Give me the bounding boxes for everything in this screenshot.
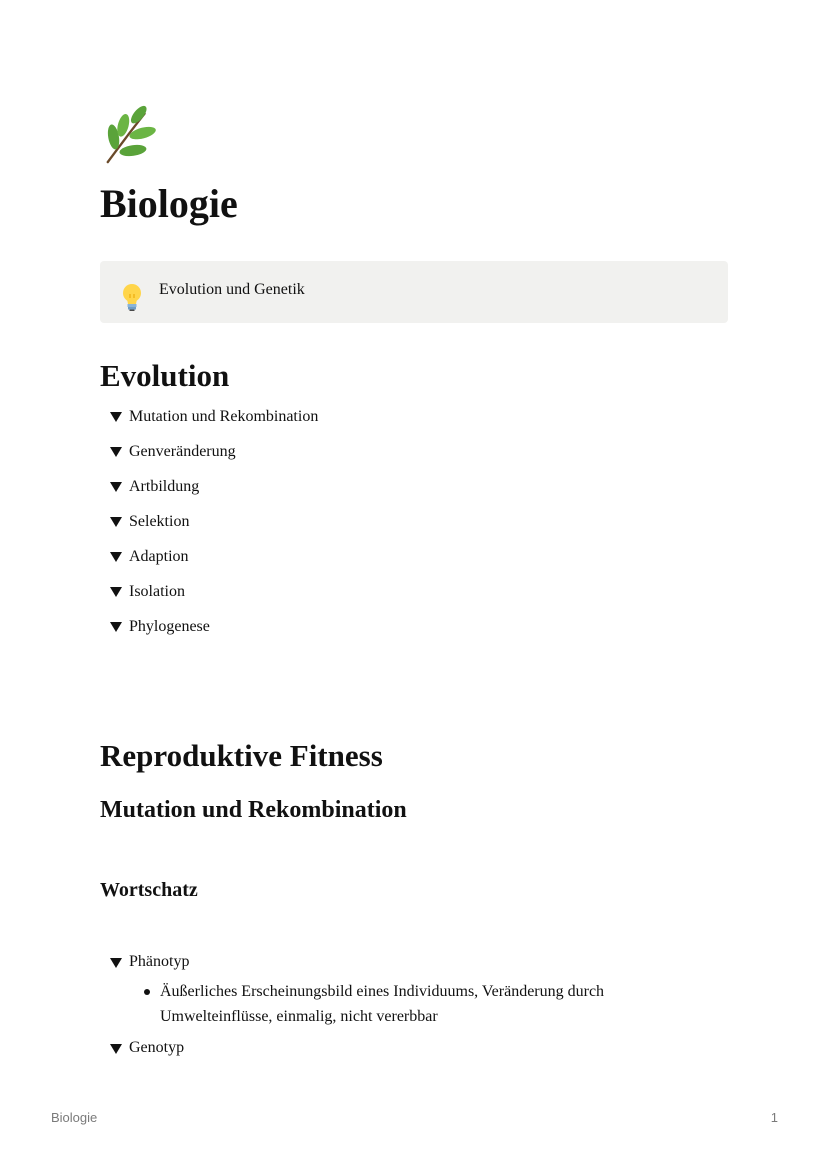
toggle-label: Genotyp bbox=[129, 1039, 185, 1056]
lightbulb-icon bbox=[118, 282, 146, 312]
toggle-label: Isolation bbox=[129, 582, 185, 600]
toggle-item[interactable] bbox=[100, 1031, 728, 1065]
vocab-toggle-list bbox=[100, 945, 728, 1065]
bullet-item: Äußerliches Erscheinungsbild eines Individuums, Veränderung durch Umwelteinflüsse, einmalig, nicht vererbbar bbox=[142, 979, 650, 1029]
callout-text: Evolution und Genetik bbox=[159, 281, 305, 298]
toggle-label: Artbildung bbox=[129, 477, 200, 495]
toggle-label: Mutation und Rekombination bbox=[129, 407, 319, 425]
toggle-item[interactable] bbox=[100, 504, 728, 539]
toggle-triangle-icon[interactable] bbox=[110, 412, 122, 422]
toggle-item[interactable] bbox=[100, 539, 728, 574]
toggle-triangle-icon[interactable] bbox=[110, 447, 122, 457]
toggle-triangle-icon[interactable] bbox=[110, 552, 122, 562]
evolution-toggle-list bbox=[100, 399, 728, 644]
herb-icon bbox=[100, 104, 162, 166]
section-heading-evolution: Evolution bbox=[100, 358, 230, 393]
footer-page-number: 1 bbox=[770, 1110, 778, 1125]
toggle-triangle-icon[interactable] bbox=[110, 958, 122, 968]
toggle-item[interactable] bbox=[100, 434, 728, 469]
toggle-item[interactable] bbox=[100, 945, 728, 979]
toggle-label: Selektion bbox=[129, 512, 190, 530]
toggle-item[interactable] bbox=[100, 574, 728, 609]
toggle-item[interactable] bbox=[100, 469, 728, 504]
section-heading-reproductive-fitness: Reproduktive Fitness bbox=[100, 738, 383, 773]
toggle-label: Adaption bbox=[129, 547, 189, 565]
toggle-label: Phylogenese bbox=[129, 617, 210, 635]
callout bbox=[100, 261, 728, 323]
toggle-item[interactable] bbox=[100, 399, 728, 434]
bullet-list bbox=[100, 979, 728, 1029]
page-title: Biologie bbox=[100, 181, 238, 226]
toggle-triangle-icon[interactable] bbox=[110, 517, 122, 527]
footer-document-name: Biologie bbox=[51, 1110, 98, 1125]
subheading-wortschatz: Wortschatz bbox=[100, 879, 198, 901]
toggle-item[interactable] bbox=[100, 609, 728, 644]
toggle-triangle-icon[interactable] bbox=[110, 482, 122, 492]
toggle-triangle-icon[interactable] bbox=[110, 587, 122, 597]
page-content bbox=[100, 104, 728, 1065]
vocab-item-phaenotyp bbox=[100, 945, 728, 1029]
toggle-triangle-icon[interactable] bbox=[110, 1044, 122, 1054]
toggle-label: Phänotyp bbox=[129, 953, 190, 970]
toggle-triangle-icon[interactable] bbox=[110, 622, 122, 632]
vocab-item-genotyp bbox=[100, 1031, 728, 1065]
toggle-label: Genveränderung bbox=[129, 442, 236, 460]
subheading-mutation: Mutation und Rekombination bbox=[100, 797, 407, 823]
